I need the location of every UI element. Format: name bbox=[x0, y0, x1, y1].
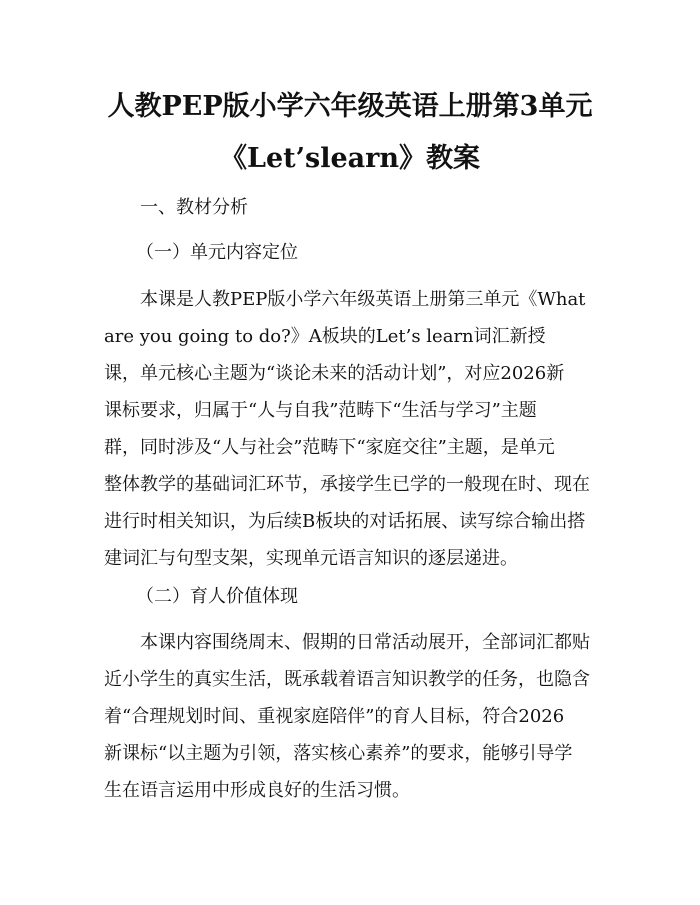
paragraph-line: 新课标“以主题为引领，落实核心素养”的要求，能够引导学 bbox=[104, 743, 573, 764]
paragraph-line: 近小学生的真实生活，既承载着语言知识教学的任务，也隐含 bbox=[104, 669, 590, 690]
paragraph-line: 课，单元核心主题为“谈论未来的活动计划”，对应2026新 bbox=[104, 363, 565, 384]
paragraph-line: 课标要求，归属于“人与自我”范畴下“生活与学习”主题 bbox=[104, 400, 537, 421]
document-title-line-2: 《Let’slearn》教案 bbox=[219, 143, 481, 174]
subsection-heading-unit-positioning: （一）单元内容定位 bbox=[136, 242, 298, 263]
paragraph-educational-value bbox=[104, 624, 604, 809]
paragraph-line: 生在语言运用中形成良好的生活习惯。 bbox=[104, 780, 410, 801]
paragraph-line: 本课是人教PEP版小学六年级英语上册第三单元《What bbox=[140, 289, 586, 310]
paragraph-line: 群，同时涉及“人与社会”范畴下“家庭交往”主题，是单元 bbox=[104, 437, 555, 458]
document-title-line-1: 人教PEP版小学六年级英语上册第3单元 bbox=[107, 91, 593, 122]
paragraph-unit-positioning bbox=[104, 281, 604, 577]
paragraph-line: 建词汇与句型支架，实现单元语言知识的逐层递进。 bbox=[104, 548, 518, 569]
paragraph-line: 整体教学的基础词汇环节，承接学生已学的一般现在时、现在 bbox=[104, 474, 590, 495]
paragraph-line: 本课内容围绕周末、假期的日常活动展开，全部词汇都贴 bbox=[140, 632, 590, 653]
subsection-heading-educational-value: （二）育人价值体现 bbox=[136, 586, 298, 607]
paragraph-line: 进行时相关知识，为后续B板块的对话拓展、读写综合输出搭 bbox=[104, 511, 586, 532]
paragraph-line: are you going to do?》A板块的Let’s learn词汇新授 bbox=[104, 326, 546, 347]
paragraph-line: 着“合理规划时间、重视家庭陪伴”的育人目标，符合2026 bbox=[104, 706, 565, 727]
section-heading-textbook-analysis: 一、教材分析 bbox=[140, 197, 248, 218]
